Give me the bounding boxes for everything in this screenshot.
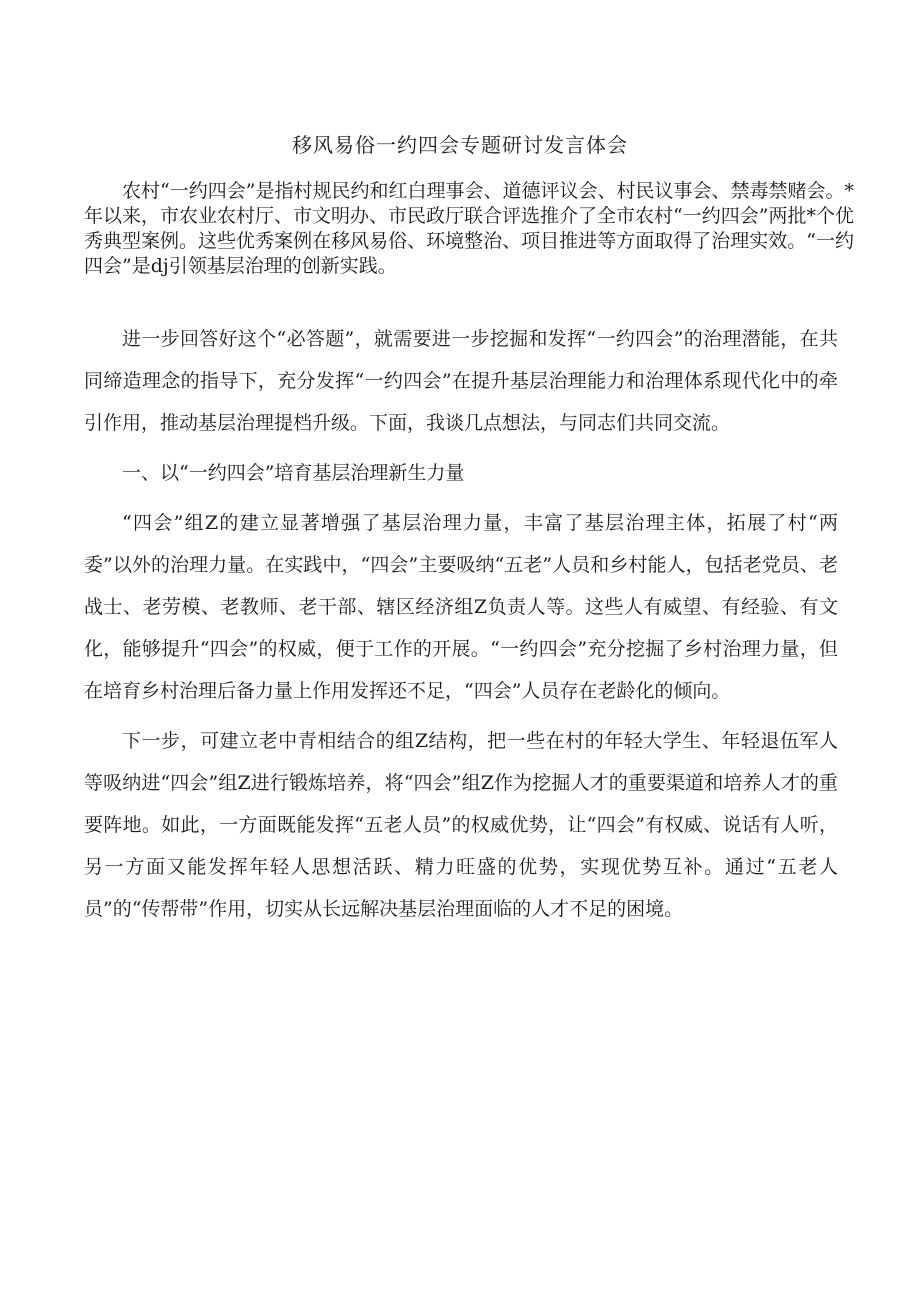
section-heading-1: 一、以“一约四会”培育基层治理新生力量 <box>122 462 465 484</box>
paragraph-section1-body: “四会”组Z的建立显著增强了基层治理力量，丰富了基层治理主体，拓展了村“两委”以外的治理力量。在实践中，“四会”主要吸纳“五老”人员和乡村能人，包括老党员、老战士、老劳模、老教师、老干部、辖区经济组Z负责人等。这些人有威望、有经验、有文化，能够提升“四会”的权威，便于工作的开展。“一约四会”充分挖掘了乡村治理力量，但在培育乡村治理后备力量上作用发挥还不足，“四会”人员存在老龄化的倾向。 <box>84 512 838 702</box>
document-body <box>84 318 838 930</box>
document-title: 移风易俗一约四会专题研讨发言体会 <box>292 133 628 157</box>
paragraph-intro: 农村“一约四会”是指村规民约和红白理事会、道德评议会、村民议事会、禁毒禁赌会。*年以来，市农业农村厅、市文明办、市民政厅联合评选推介了全市农村“一约四会”两批*个优秀典型案例。这些优秀案例在移风易俗、环境整治、项目推进等方面取得了治理实效。“一约四会”是dj引领基层治理的创新实践。 <box>84 180 854 277</box>
paragraph-next-step: 下一步，可建立老中青相结合的组Z结构，把一些在村的年轻大学生、年轻退伍军人等吸纳进“四会”组Z进行锻炼培养，将“四会”组Z作为挖掘人才的重要渠道和培养人才的重要阵地。如此，一方面既能发挥“五老人员”的权威优势，让“四会”有权威、说话有人听，另一方面又能发挥年轻人思想活跃、精力旺盛的优势，实现优势互补。通过“五老人员”的“传帮带”作用，切实从长远解决基层治理面临的人才不足的困境。 <box>84 730 838 920</box>
paragraph-purpose: 进一步回答好这个“必答题”，就需要进一步挖掘和发挥“一约四会”的治理潜能，在共同缔造理念的指导下，充分发挥“一约四会”在提升基层治理能力和治理体系现代化中的牵引作用，推动基层治理提档升级。下面，我谈几点想法，与同志们共同交流。 <box>84 328 838 434</box>
